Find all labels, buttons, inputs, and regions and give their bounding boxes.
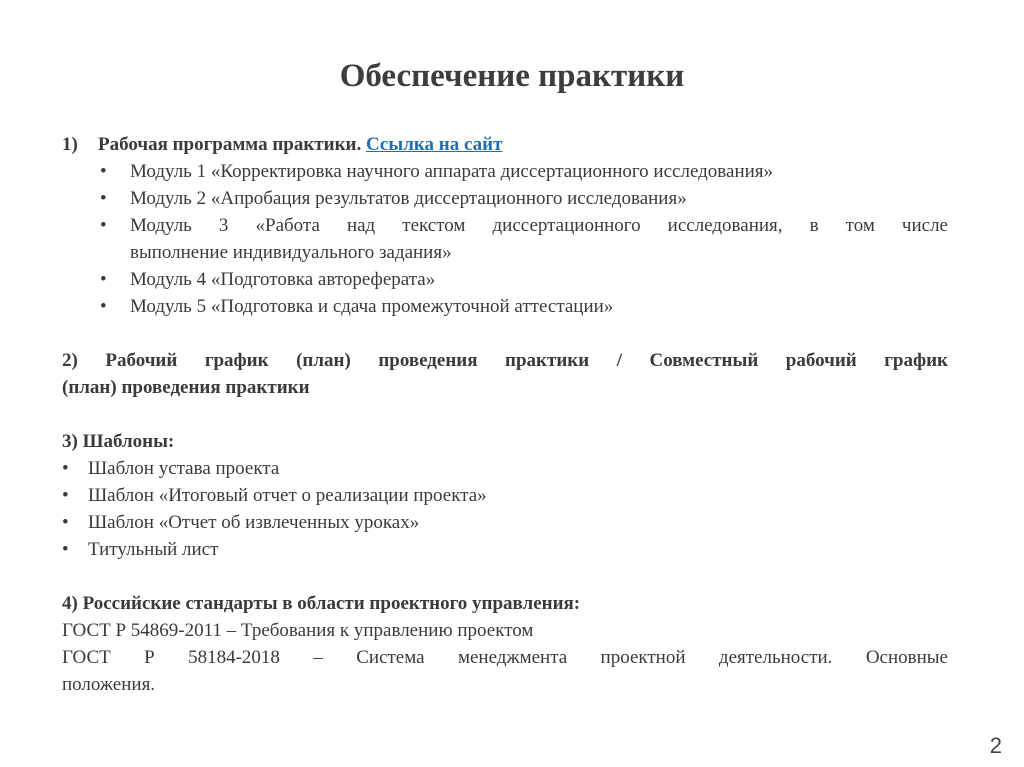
site-link[interactable]: Ссылка на сайт bbox=[365, 134, 503, 155]
list-item: • Модуль 3 «Работа над текстом диссертационного исследования, в том числе bbox=[62, 212, 948, 239]
list-item: • Модуль 2 «Апробация результатов диссертационного исследования» bbox=[62, 185, 948, 212]
section-1-heading bbox=[62, 131, 948, 158]
slide-title: Обеспечение практики bbox=[339, 58, 685, 94]
standard-line-1: ГОСТ Р 54869-2011 – Требования к управлению проектом bbox=[62, 620, 534, 641]
section-4-heading: 4) Российские стандарты в области проектного управления: bbox=[62, 593, 581, 614]
list-item-continuation: выполнение индивидуального задания» bbox=[130, 242, 452, 263]
section-3-heading: 3) Шаблоны: bbox=[62, 431, 175, 452]
slide-content bbox=[62, 131, 948, 698]
list-item: • Шаблон «Отчет об извлеченных уроках» bbox=[62, 509, 948, 536]
section-2-line-1: 2) Рабочий график (план) проведения практики / Совместный рабочий график bbox=[62, 350, 948, 371]
list-item: • Модуль 4 «Подготовка автореферата» bbox=[62, 266, 948, 293]
section-1-number: 1) bbox=[62, 134, 78, 155]
template-list bbox=[62, 455, 948, 563]
page-number: 2 bbox=[989, 733, 1002, 758]
section-2-line-2: (план) проведения практики bbox=[62, 377, 310, 398]
section-1-title: Рабочая программа практики. bbox=[98, 134, 362, 155]
list-item: • Модуль 1 «Корректировка научного аппарата диссертационного исследования» bbox=[62, 158, 948, 185]
standard-line-2: ГОСТ Р 58184-2018 – Система менеджмента проектной деятельности. Основные bbox=[62, 647, 948, 668]
list-item: • Модуль 5 «Подготовка и сдача промежуточной аттестации» bbox=[62, 293, 948, 320]
list-item: • Шаблон «Итоговый отчет о реализации проекта» bbox=[62, 482, 948, 509]
standard-line-3: положения. bbox=[62, 674, 156, 695]
list-item: • Титульный лист bbox=[62, 536, 948, 563]
module-list bbox=[62, 158, 948, 320]
list-item: • Шаблон устава проекта bbox=[62, 455, 948, 482]
